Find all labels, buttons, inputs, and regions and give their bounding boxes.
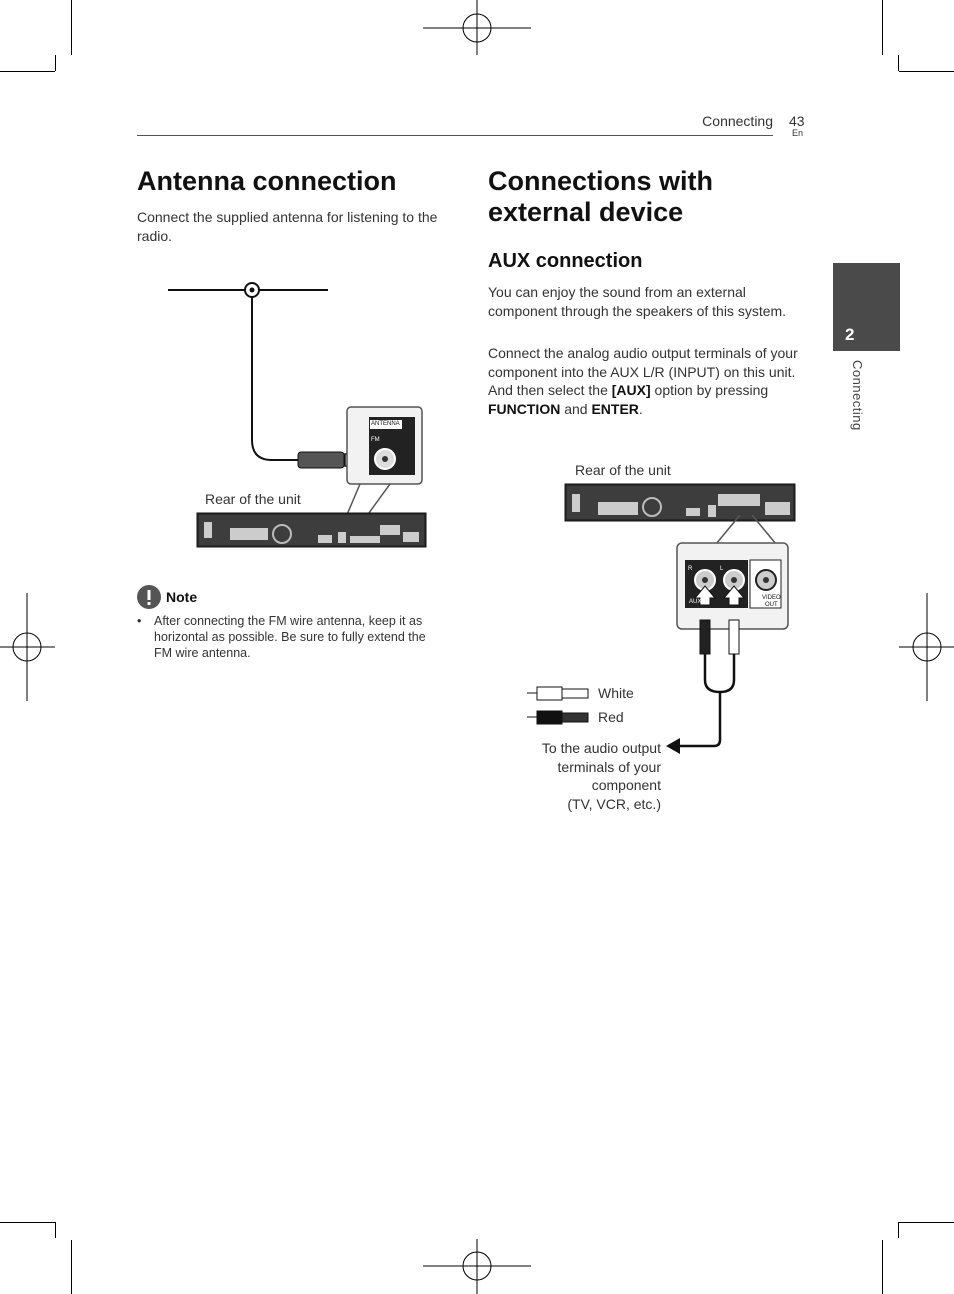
running-header: Connecting (702, 113, 773, 129)
white-label: White (598, 685, 634, 701)
external-title-line2: external device (488, 197, 684, 227)
aux-heading: AUX connection (488, 250, 643, 272)
destination-line-4: (TV, VCR, etc.) (567, 795, 661, 812)
aux-panel-l: L (720, 566, 724, 572)
antenna-panel-sub: FM (371, 437, 380, 443)
destination-line-3: component (591, 777, 661, 793)
destination-caption (500, 739, 661, 813)
header-rule (137, 135, 773, 136)
aux-panel-aux: AUX (689, 599, 702, 605)
aux-para-2: Connect the analog audio output terminals of your component into the AUX L/R (INPUT) on this unit. And then select the [AUX] option by pressing FUNCTION and ENTER. (488, 345, 798, 417)
enter-button-label: ENTER (591, 400, 639, 417)
aux-panel-out: OUT (765, 602, 778, 608)
aux-panel-video: VIDEO (762, 595, 781, 601)
antenna-plug (298, 452, 344, 468)
chapter-label: Connecting (850, 360, 865, 431)
aux-rear-label: Rear of the unit (575, 462, 671, 478)
page-number: 43 (789, 113, 805, 129)
note-item-text: After connecting the FM wire antenna, keep it as horizontal as possible. Be sure to fully extend the FM wire antenna. (154, 614, 426, 660)
white-plug-legend (537, 687, 562, 700)
antenna-intro: Connect the supplied antenna for listening to the radio. (137, 209, 438, 244)
antenna-diagram (160, 270, 440, 555)
destination-line-1: To the audio output (541, 740, 661, 756)
antenna-rear-label: Rear of the unit (205, 491, 301, 507)
bullet: • (137, 614, 142, 628)
note-title: Note (166, 589, 198, 605)
aux-option: [AUX] (611, 382, 651, 398)
destination-line-2: terminals of your (557, 758, 661, 775)
note-item (137, 613, 447, 661)
aux-panel-r: R (688, 566, 693, 572)
aux-para-1: You can enjoy the sound from an external component through the speakers of this system. (488, 284, 787, 319)
antenna-title: Antenna connection (137, 166, 397, 196)
chapter-number: 2 (845, 325, 855, 344)
destination-arrow (666, 738, 680, 754)
red-label: Red (598, 709, 624, 725)
page-language: En (792, 128, 804, 138)
aux-cable (680, 692, 720, 746)
warning-icon (137, 585, 162, 610)
red-plug (700, 620, 710, 654)
antenna-cable (252, 297, 300, 460)
white-plug (729, 620, 739, 654)
chapter-tab (833, 263, 900, 351)
function-button-label: FUNCTION (488, 400, 561, 417)
aux-diagram (520, 480, 800, 760)
external-title (488, 166, 713, 228)
red-plug-legend (537, 711, 562, 724)
external-title-line1: Connections with (488, 166, 713, 196)
antenna-panel-label: ANTENNA (371, 421, 400, 427)
